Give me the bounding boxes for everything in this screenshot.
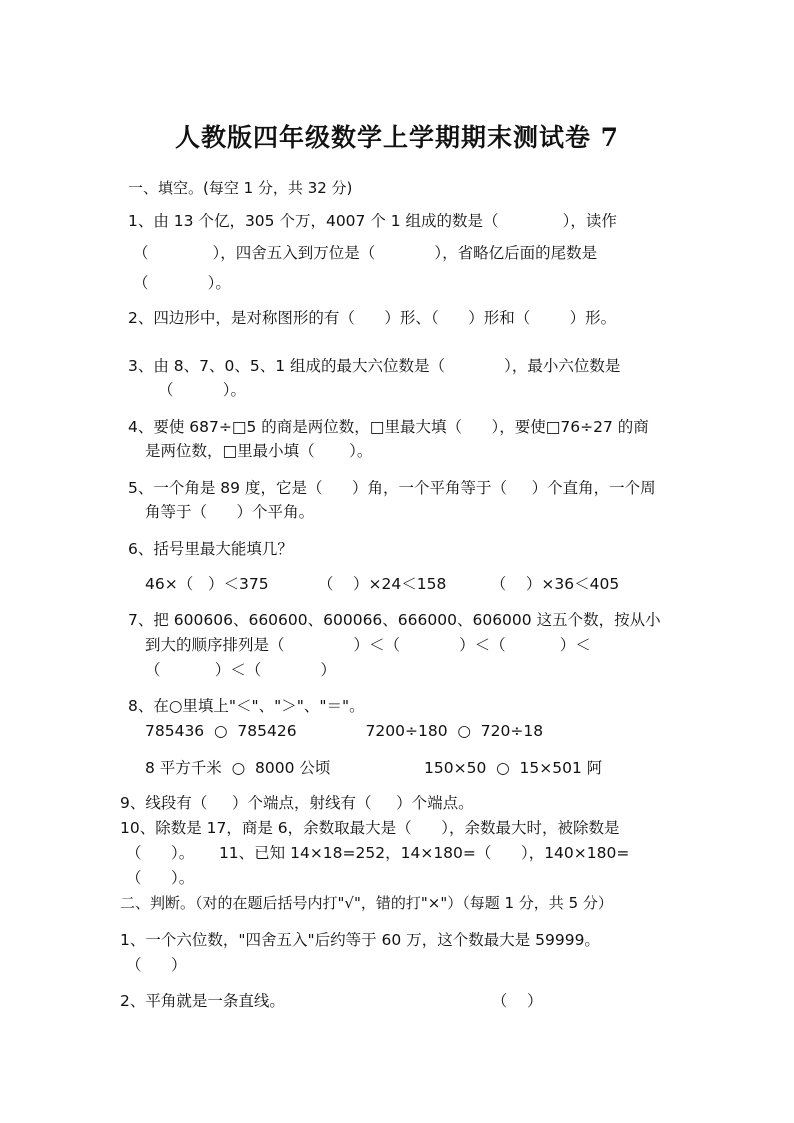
section-2-heading: 二、判断。（对的在题后括号内打"√"，错的打"×"）（每题 1 分，共 5 分） [120, 894, 613, 912]
q1-line-1: 1、由 13 个亿，305 个万，4007 个 1 组成的数是（ ），读作 [128, 212, 617, 230]
s2-q1-line-1: 1、一个六位数，"四舍五入"后约等于 60 万，这个数最大是 59999。 [120, 931, 600, 949]
q1-line-2: （ ），四舍五入到万位是（ ），省略亿后面的尾数是 [133, 244, 598, 262]
q7-line-3: （ ）＜（ ） [145, 661, 336, 679]
q8-line-3: 8 平方千米 ○ 8000 公顷 150×50 ○ 15×501 阿 [145, 759, 603, 777]
q3-line-1: 3、由 8、7、0、5、1 组成的最大六位数是（ ），最小六位数是 [128, 357, 621, 375]
q7-line-2: 到大的顺序排列是（ ）＜（ ）＜（ ）＜ [145, 636, 591, 654]
page-title: 人教版四年级数学上学期期末测试卷 7 [174, 123, 620, 152]
s2-q2-line-1: 2、平角就是一条直线。 （ ） [120, 992, 543, 1010]
s2-q1-line-2: （ ） [126, 956, 187, 974]
q7-line-1: 7、把 600606、660600、600066、666000、606000 这五个数，按从小 [128, 611, 661, 629]
q3-line-2: （ ）。 [158, 381, 247, 399]
q2-line-1: 2、四边形中，是对称图形的有（ ）形、（ ）形和（ ）形。 [128, 309, 617, 327]
q1-line-3: （ ）。 [133, 274, 231, 292]
q8-line-2: 785436 ○ 785426 7200÷180 ○ 720÷18 [145, 722, 544, 740]
q4-line-1: 4、要使 687÷□5 的商是两位数，□里最大填（ ），要使□76÷27 的商 [128, 418, 649, 436]
q6-line-2: 46×（ ）＜375 （ ）×24＜158 （ ）×36＜405 [145, 575, 620, 593]
q8-line-1: 8、在○里填上"＜"、"＞"、"＝"。 [128, 697, 365, 715]
q5-line-2: 角等于（ ）个平角。 [145, 503, 315, 521]
q10-line-1: 10、除数是 17，商是 6，余数取最大是（ ），余数最大时，被除数是 [120, 819, 620, 837]
q6-line-1: 6、括号里最大能填几？ [128, 540, 293, 558]
q9-line-1: 9、线段有（ ）个端点，射线有（ ）个端点。 [120, 794, 474, 812]
section-1-heading: 一、填空。(每空 1 分，共 32 分) [128, 179, 353, 197]
q4-line-2: 是两位数，□里最小填（ ）。 [145, 442, 373, 460]
q10-line-3: （ ）。 [126, 869, 195, 887]
q10-line-2: （ ）。 11、已知 14×18=252，14×180=（ ），140×180= [126, 844, 630, 862]
q5-line-1: 5、一个角是 89 度，它是（ ）角，一个平角等于（ ）个直角，一个周 [128, 479, 656, 497]
